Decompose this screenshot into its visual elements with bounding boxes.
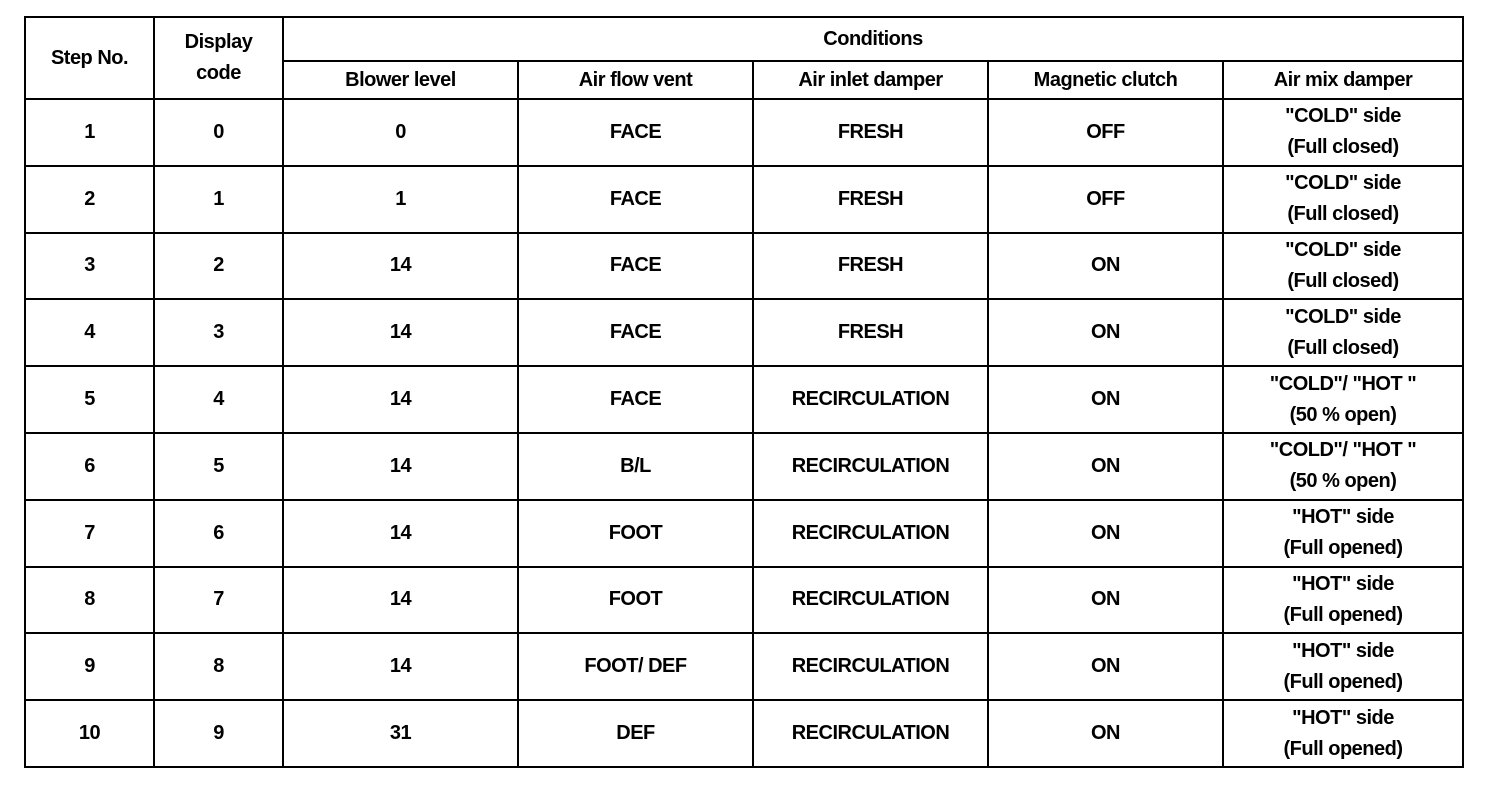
cell-air-inlet-damper: FRESH <box>753 166 988 233</box>
cell-display-code: 0 <box>154 99 283 166</box>
step-conditions-table <box>24 16 1464 768</box>
cell-air-flow-vent: FOOT <box>518 500 753 567</box>
header-display-code-line2: code <box>196 62 241 84</box>
cell-air-flow-vent: DEF <box>518 700 753 767</box>
cell-blower-level: 31 <box>283 700 518 767</box>
cell-magnetic-clutch: ON <box>988 299 1223 366</box>
header-air-flow-vent: Air flow vent <box>518 61 753 99</box>
air-mix-position: "COLD"/ "HOT " <box>1269 439 1417 462</box>
air-mix-opening: (50 % open) <box>1289 470 1397 493</box>
table-body <box>25 99 1463 767</box>
air-mix-opening: (Full opened) <box>1283 737 1403 760</box>
cell-air-inlet-damper: FRESH <box>753 299 988 366</box>
cell-air-flow-vent: FOOT <box>518 567 753 634</box>
air-mix-position: "HOT" side <box>1292 639 1394 662</box>
air-mix-opening: (Full closed) <box>1287 336 1399 359</box>
cell-air-flow-vent: B/L <box>518 433 753 500</box>
cell-blower-level: 0 <box>283 99 518 166</box>
cell-step: 1 <box>25 99 154 166</box>
cell-display-code: 2 <box>154 233 283 300</box>
cell-display-code: 6 <box>154 500 283 567</box>
cell-magnetic-clutch: ON <box>988 633 1223 700</box>
cell-blower-level: 1 <box>283 166 518 233</box>
cell-blower-level: 14 <box>283 299 518 366</box>
cell-air-inlet-damper: RECIRCULATION <box>753 366 988 433</box>
table-row <box>25 233 1463 300</box>
table-row <box>25 700 1463 767</box>
table-row <box>25 633 1463 700</box>
self-diagnosis-step-table-sheet <box>24 16 1464 768</box>
cell-air-mix-damper <box>1223 567 1463 634</box>
cell-air-inlet-damper: RECIRCULATION <box>753 633 988 700</box>
header-row-top <box>25 17 1463 61</box>
cell-air-inlet-damper: RECIRCULATION <box>753 567 988 634</box>
cell-air-flow-vent: FACE <box>518 166 753 233</box>
cell-magnetic-clutch: OFF <box>988 166 1223 233</box>
table-row <box>25 166 1463 233</box>
cell-air-mix-damper <box>1223 299 1463 366</box>
cell-air-mix-damper <box>1223 433 1463 500</box>
cell-air-mix-damper <box>1223 633 1463 700</box>
cell-air-flow-vent: FOOT/ DEF <box>518 633 753 700</box>
cell-air-flow-vent: FACE <box>518 366 753 433</box>
air-mix-opening: (Full closed) <box>1287 136 1399 159</box>
header-blower-level: Blower level <box>283 61 518 99</box>
air-mix-opening: (Full opened) <box>1283 537 1403 560</box>
cell-air-flow-vent: FACE <box>518 99 753 166</box>
cell-magnetic-clutch: ON <box>988 567 1223 634</box>
cell-blower-level: 14 <box>283 567 518 634</box>
cell-step: 8 <box>25 567 154 634</box>
table-row <box>25 366 1463 433</box>
air-mix-opening: (Full closed) <box>1287 203 1399 226</box>
cell-air-mix-damper <box>1223 99 1463 166</box>
cell-magnetic-clutch: ON <box>988 700 1223 767</box>
cell-step: 3 <box>25 233 154 300</box>
cell-display-code: 8 <box>154 633 283 700</box>
cell-magnetic-clutch: ON <box>988 433 1223 500</box>
cell-magnetic-clutch: ON <box>988 366 1223 433</box>
cell-step: 4 <box>25 299 154 366</box>
table-header <box>25 17 1463 99</box>
cell-air-mix-damper <box>1223 500 1463 567</box>
cell-air-mix-damper <box>1223 366 1463 433</box>
cell-magnetic-clutch: ON <box>988 500 1223 567</box>
cell-step: 10 <box>25 700 154 767</box>
cell-air-inlet-damper: FRESH <box>753 233 988 300</box>
header-display-code-line1: Display <box>184 31 253 53</box>
header-air-inlet-damper: Air inlet damper <box>753 61 988 99</box>
cell-blower-level: 14 <box>283 366 518 433</box>
air-mix-opening: (Full opened) <box>1283 603 1403 626</box>
header-air-mix-damper: Air mix damper <box>1223 61 1463 99</box>
cell-step: 6 <box>25 433 154 500</box>
header-display-code <box>154 17 283 99</box>
cell-display-code: 3 <box>154 299 283 366</box>
air-mix-position: "HOT" side <box>1292 706 1394 729</box>
header-magnetic-clutch: Magnetic clutch <box>988 61 1223 99</box>
table-row <box>25 99 1463 166</box>
cell-air-mix-damper <box>1223 166 1463 233</box>
cell-display-code: 5 <box>154 433 283 500</box>
air-mix-opening: (50 % open) <box>1289 403 1397 426</box>
cell-display-code: 7 <box>154 567 283 634</box>
air-mix-position: "COLD" side <box>1285 238 1401 261</box>
header-step-no: Step No. <box>25 17 154 99</box>
air-mix-opening: (Full closed) <box>1287 269 1399 292</box>
cell-display-code: 9 <box>154 700 283 767</box>
cell-step: 7 <box>25 500 154 567</box>
air-mix-position: "COLD" side <box>1285 172 1401 195</box>
air-mix-position: "COLD" side <box>1285 305 1401 328</box>
cell-blower-level: 14 <box>283 633 518 700</box>
table-row <box>25 567 1463 634</box>
cell-display-code: 4 <box>154 366 283 433</box>
cell-blower-level: 14 <box>283 500 518 567</box>
table-row <box>25 299 1463 366</box>
cell-step: 9 <box>25 633 154 700</box>
cell-air-inlet-damper: FRESH <box>753 99 988 166</box>
cell-air-flow-vent: FACE <box>518 299 753 366</box>
cell-magnetic-clutch: OFF <box>988 99 1223 166</box>
cell-blower-level: 14 <box>283 233 518 300</box>
table-row <box>25 433 1463 500</box>
cell-air-inlet-damper: RECIRCULATION <box>753 700 988 767</box>
air-mix-position: "HOT" side <box>1292 506 1394 529</box>
cell-blower-level: 14 <box>283 433 518 500</box>
cell-step: 5 <box>25 366 154 433</box>
cell-step: 2 <box>25 166 154 233</box>
air-mix-position: "HOT" side <box>1292 572 1394 595</box>
cell-air-inlet-damper: RECIRCULATION <box>753 500 988 567</box>
header-conditions: Conditions <box>283 17 1463 61</box>
cell-air-inlet-damper: RECIRCULATION <box>753 433 988 500</box>
air-mix-position: "COLD"/ "HOT " <box>1269 372 1417 395</box>
cell-air-mix-damper <box>1223 700 1463 767</box>
cell-air-flow-vent: FACE <box>518 233 753 300</box>
cell-magnetic-clutch: ON <box>988 233 1223 300</box>
table-row <box>25 500 1463 567</box>
cell-display-code: 1 <box>154 166 283 233</box>
cell-air-mix-damper <box>1223 233 1463 300</box>
air-mix-position: "COLD" side <box>1285 105 1401 128</box>
air-mix-opening: (Full opened) <box>1283 670 1403 693</box>
